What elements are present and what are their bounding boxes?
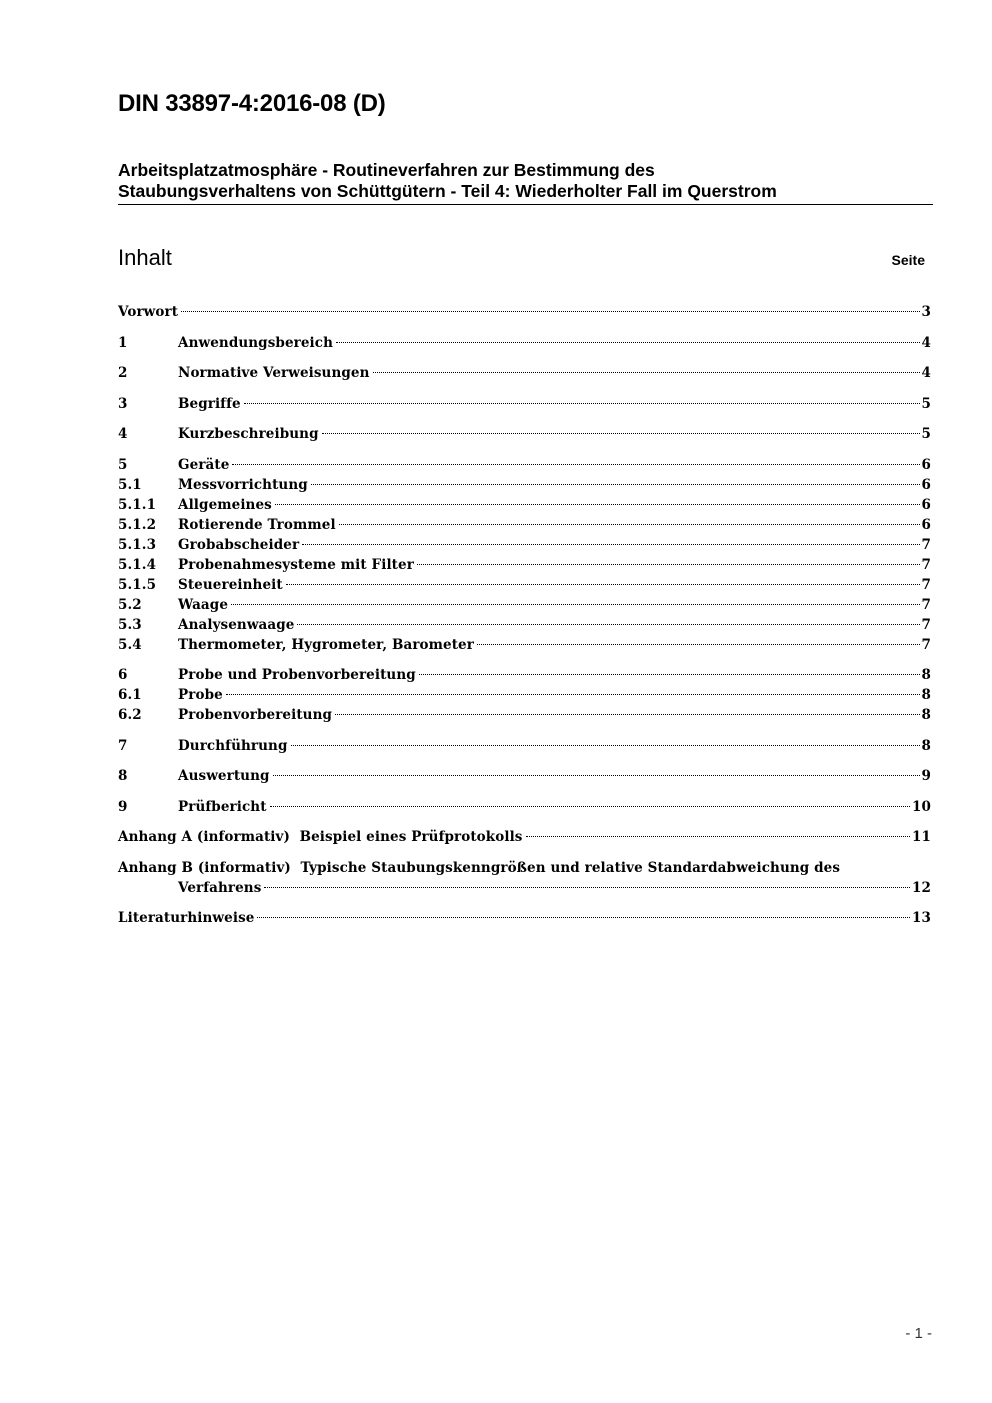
toc-entry-5-1-2[interactable] bbox=[118, 515, 931, 535]
toc-entry-page: 6 bbox=[921, 456, 931, 473]
toc-entry-title: Normative Verweisungen bbox=[178, 365, 370, 381]
toc-entry-title: Geräte bbox=[178, 456, 230, 473]
toc-leader-dots bbox=[270, 806, 910, 807]
toc-entry-title: Durchführung bbox=[178, 737, 288, 754]
toc-entry-title: Literaturhinweise bbox=[118, 910, 255, 926]
toc-entry-7[interactable] bbox=[118, 736, 931, 756]
toc-entry-3[interactable] bbox=[118, 394, 931, 414]
toc-entry-page: 13 bbox=[912, 910, 931, 926]
toc-entry-number: 2 bbox=[118, 365, 128, 381]
toc-leader-dots bbox=[257, 917, 910, 918]
toc-entry-title: Messvorrichtung bbox=[178, 476, 308, 493]
toc-entry-title-cont: Verfahrens bbox=[178, 879, 262, 896]
toc-entry-number: 5.1.1 bbox=[118, 496, 157, 513]
toc-leader-dots bbox=[526, 836, 911, 837]
toc-entry-anhang-a[interactable] bbox=[118, 827, 931, 847]
toc-leader-dots bbox=[275, 504, 920, 505]
toc-entry-anhang-b[interactable] bbox=[118, 858, 931, 898]
toc-entry-title: Probe bbox=[178, 687, 223, 703]
toc-entry-title: Rotierende Trommel bbox=[178, 516, 336, 533]
toc-entry-5-1-5[interactable] bbox=[118, 575, 931, 595]
toc-entry-5-1[interactable] bbox=[118, 475, 931, 495]
toc-entry-page: 4 bbox=[921, 334, 931, 351]
toc-entry-number: 5.2 bbox=[118, 596, 142, 613]
toc-entry-6[interactable] bbox=[118, 665, 931, 685]
toc-leader-dots bbox=[273, 775, 920, 776]
toc-leader-dots bbox=[297, 624, 919, 625]
toc-entry-title: Grobabscheider bbox=[178, 536, 300, 553]
toc-entry-page: 9 bbox=[921, 768, 931, 784]
toc-entry-number: 5.1.2 bbox=[118, 516, 157, 533]
toc-entry-5-1-4[interactable] bbox=[118, 555, 931, 575]
toc-entry-title: Anwendungsbereich bbox=[178, 334, 334, 351]
document-title-line-1: Arbeitsplatzatmosphäre - Routineverfahren zur Bestimmung des bbox=[118, 160, 655, 180]
toc-leader-dots bbox=[335, 714, 919, 715]
toc-entry-page: 6 bbox=[921, 476, 931, 493]
toc-entry-title-continuation bbox=[178, 878, 931, 898]
toc-leader-dots bbox=[373, 372, 920, 373]
toc-entry-literaturhinweise[interactable] bbox=[118, 908, 931, 928]
toc-entry-number: 9 bbox=[118, 798, 128, 815]
toc-entry-8[interactable] bbox=[118, 766, 931, 786]
toc-leader-dots bbox=[311, 484, 920, 485]
toc-entry-title: Probe und Probenvorbereitung bbox=[178, 667, 416, 683]
toc-leader-dots bbox=[264, 887, 910, 888]
toc-entry-page: 7 bbox=[921, 536, 931, 553]
toc-heading: Inhalt bbox=[118, 245, 172, 270]
toc-entry-page: 11 bbox=[912, 829, 931, 845]
toc-entry-page: 8 bbox=[921, 687, 931, 703]
toc-entry-title: Begriffe bbox=[178, 395, 241, 412]
toc-entry-title: Prüfbericht bbox=[178, 798, 267, 815]
table-of-contents bbox=[118, 302, 931, 928]
toc-entry-page: 6 bbox=[921, 496, 931, 513]
toc-entry-page: 6 bbox=[921, 516, 931, 533]
document-id: DIN 33897-4:2016-08 (D) bbox=[118, 90, 386, 117]
toc-entry-2[interactable] bbox=[118, 363, 931, 383]
toc-entry-title: Auswertung bbox=[178, 768, 270, 784]
toc-entry-page: 8 bbox=[921, 667, 931, 683]
toc-entry-number: 5.1 bbox=[118, 476, 142, 493]
toc-entry-page: 7 bbox=[921, 616, 931, 633]
toc-entry-title: Waage bbox=[178, 596, 229, 613]
toc-entry-5-1-3[interactable] bbox=[118, 535, 931, 555]
toc-entry-number: 3 bbox=[118, 395, 128, 412]
toc-leader-dots bbox=[181, 311, 919, 312]
toc-entry-9[interactable] bbox=[118, 797, 931, 817]
toc-entry-5-3[interactable] bbox=[118, 615, 931, 635]
toc-entry-6-2[interactable] bbox=[118, 705, 931, 725]
toc-entry-page: 4 bbox=[921, 365, 931, 381]
toc-entry-number: 5.1.4 bbox=[118, 556, 157, 573]
toc-entry-title: Probenvorbereitung bbox=[178, 707, 333, 723]
toc-leader-dots bbox=[477, 644, 920, 645]
toc-page-column-label: Seite bbox=[891, 252, 925, 268]
toc-entry-4[interactable] bbox=[118, 424, 931, 444]
toc-entry-title: Anhang A (informativ) Beispiel eines Prüfprotokolls bbox=[118, 829, 523, 845]
toc-entry-1[interactable] bbox=[118, 333, 931, 353]
toc-entry-page: 12 bbox=[912, 879, 931, 896]
toc-entry-number: 4 bbox=[118, 426, 128, 442]
toc-entry-number: 6.1 bbox=[118, 687, 142, 703]
toc-entry-page: 7 bbox=[921, 596, 931, 613]
toc-entry-number: 5.3 bbox=[118, 616, 142, 633]
toc-entry-page: 7 bbox=[921, 556, 931, 573]
toc-leader-dots bbox=[231, 604, 919, 605]
toc-entry-page: 8 bbox=[921, 737, 931, 754]
toc-entry-page: 5 bbox=[921, 395, 931, 412]
toc-entry-number: 7 bbox=[118, 737, 128, 754]
toc-entry-title: Kurzbeschreibung bbox=[178, 426, 319, 442]
toc-entry-page: 3 bbox=[921, 304, 931, 320]
toc-leader-dots bbox=[339, 524, 920, 525]
toc-entry-page: 8 bbox=[921, 707, 931, 723]
toc-entry-6-1[interactable] bbox=[118, 685, 931, 705]
toc-leader-dots bbox=[322, 433, 920, 434]
page-number: - 1 - bbox=[905, 1325, 932, 1342]
toc-entry-page: 7 bbox=[921, 636, 931, 653]
toc-entry-page: 7 bbox=[921, 576, 931, 593]
toc-entry-5[interactable] bbox=[118, 455, 931, 475]
toc-leader-dots bbox=[291, 745, 920, 746]
document-title-line-2: Staubungsverhaltens von Schüttgütern - Teil 4: Wiederholter Fall im Querstrom bbox=[118, 181, 777, 201]
toc-leader-dots bbox=[244, 403, 920, 404]
toc-leader-dots bbox=[232, 464, 919, 465]
toc-entry-title: Probenahmesysteme mit Filter bbox=[178, 556, 414, 573]
toc-leader-dots bbox=[417, 564, 920, 565]
toc-entry-number: 5 bbox=[118, 456, 128, 473]
toc-leader-dots bbox=[419, 674, 920, 675]
toc-leader-dots bbox=[226, 694, 920, 695]
toc-entry-number: 5.1.5 bbox=[118, 576, 157, 593]
toc-entry-number: 5.4 bbox=[118, 636, 142, 653]
toc-entry-page: 10 bbox=[912, 798, 931, 815]
toc-entry-page: 5 bbox=[921, 426, 931, 442]
toc-leader-dots bbox=[302, 544, 919, 545]
toc-entry-title: Anhang B (informativ) Typische Staubungskenngrößen und relative Standardabweichung des bbox=[118, 859, 841, 876]
toc-entry-title: Analysenwaage bbox=[178, 616, 295, 633]
document-title bbox=[118, 160, 933, 205]
toc-entry-vorwort[interactable] bbox=[118, 302, 931, 322]
toc-entry-title: Thermometer, Hygrometer, Barometer bbox=[178, 636, 474, 653]
toc-entry-title: Steuereinheit bbox=[178, 576, 283, 593]
toc-leader-dots bbox=[336, 342, 919, 343]
toc-entry-number: 8 bbox=[118, 768, 128, 784]
toc-entry-5-1-1[interactable] bbox=[118, 495, 931, 515]
toc-entry-number: 6 bbox=[118, 667, 128, 683]
toc-leader-dots bbox=[286, 584, 920, 585]
toc-entry-title: Vorwort bbox=[118, 304, 179, 320]
toc-entry-number: 1 bbox=[118, 334, 128, 351]
toc-entry-number: 6.2 bbox=[118, 707, 142, 723]
toc-entry-number: 5.1.3 bbox=[118, 536, 157, 553]
toc-entry-5-2[interactable] bbox=[118, 595, 931, 615]
toc-entry-title: Allgemeines bbox=[178, 496, 272, 513]
toc-entry-5-4[interactable] bbox=[118, 635, 931, 655]
